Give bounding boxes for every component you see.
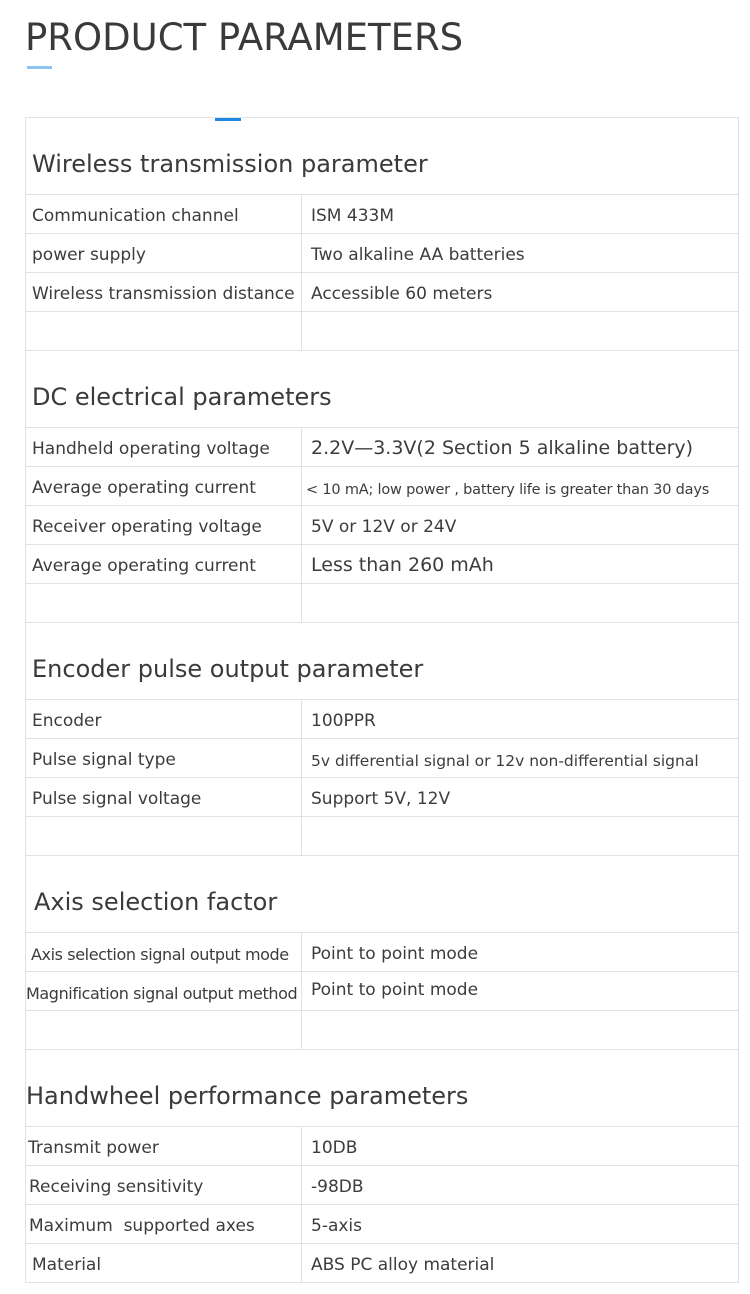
param-label: Pulse signal type: [32, 750, 176, 770]
table-row: [26, 778, 738, 817]
section-heading-wireless: [26, 118, 738, 195]
param-value: 2.2V—3.3V(2 Section 5 alkaline battery): [311, 437, 694, 459]
table-row: [26, 739, 738, 778]
param-label: Magnification signal output method: [26, 984, 298, 1003]
empty-label-cell: [26, 1011, 302, 1049]
param-label-cell: [26, 467, 302, 505]
table-row: [26, 273, 738, 312]
table-row: [26, 1244, 738, 1283]
param-value: 5-axis: [311, 1216, 363, 1236]
param-label-cell: [26, 428, 302, 466]
section-heading-text: Encoder pulse output parameter: [32, 655, 424, 683]
param-value: ABS PC alloy material: [311, 1255, 495, 1275]
param-value-cell: [302, 273, 738, 311]
param-value-cell: [302, 467, 738, 505]
table-row: [26, 506, 738, 545]
section-heading-text: Axis selection factor: [34, 888, 278, 916]
table-row: [26, 1205, 738, 1244]
empty-row: [26, 584, 738, 623]
param-label-cell: [26, 933, 302, 971]
param-value: 100PPR: [311, 711, 376, 731]
param-label-cell: [26, 778, 302, 816]
section-heading-text: DC electrical parameters: [32, 383, 332, 411]
param-label: Encoder: [32, 711, 102, 731]
param-value: Support 5V, 12V: [311, 789, 451, 809]
param-value-cell: [302, 428, 738, 466]
empty-label-cell: [26, 584, 302, 622]
param-value: ISM 433M: [311, 206, 394, 226]
param-label: Axis selection signal output mode: [31, 945, 289, 964]
param-value-cell: [302, 1244, 738, 1282]
parameter-table: [25, 117, 739, 1283]
param-value-cell: [302, 1127, 738, 1165]
table-row: [26, 467, 738, 506]
param-label: Handheld operating voltage: [32, 439, 270, 459]
empty-value-cell: [302, 1011, 738, 1049]
param-value-cell: [302, 545, 738, 583]
param-label: Transmit power: [28, 1138, 159, 1158]
table-accent-bar: [215, 118, 241, 121]
section-heading-text: Wireless transmission parameter: [32, 150, 428, 178]
param-label-cell: [26, 1205, 302, 1243]
table-row: [26, 933, 738, 972]
table-row: [26, 1166, 738, 1205]
param-label-cell: [26, 700, 302, 738]
section-heading-text: Handwheel performance parameters: [26, 1082, 469, 1110]
section-heading-handwheel: [26, 1050, 738, 1127]
param-label: Communication channel: [32, 206, 239, 226]
table-row: [26, 972, 738, 1011]
param-value-cell: [302, 778, 738, 816]
param-value-cell: [302, 1166, 738, 1204]
param-value-cell: [302, 234, 738, 272]
empty-label-cell: [26, 817, 302, 855]
param-label: Wireless transmission distance: [32, 284, 295, 304]
table-row: [26, 545, 738, 584]
table-row: [26, 428, 738, 467]
param-value-cell: [302, 972, 738, 1010]
param-label: Maximum supported axes: [29, 1216, 255, 1236]
param-value: Less than 260 mAh: [311, 554, 494, 576]
param-label-cell: [26, 972, 302, 1010]
section-heading-encoder: [26, 623, 738, 700]
param-value-cell: [302, 506, 738, 544]
page-title: PRODUCT PARAMETERS: [25, 16, 464, 59]
param-label-cell: [26, 1244, 302, 1282]
param-value: Point to point mode: [311, 944, 479, 964]
param-value: -98DB: [311, 1177, 364, 1197]
title-underline: [27, 66, 52, 69]
param-value: Point to point mode: [311, 980, 479, 1000]
param-label-cell: [26, 506, 302, 544]
param-value: Two alkaline AA batteries: [311, 245, 525, 265]
param-label-cell: [26, 739, 302, 777]
param-label-cell: [26, 195, 302, 233]
param-value: 5V or 12V or 24V: [311, 517, 457, 537]
param-value-cell: [302, 739, 738, 777]
empty-value-cell: [302, 312, 738, 350]
empty-label-cell: [26, 312, 302, 350]
param-label: power supply: [32, 245, 146, 265]
param-label: Average operating current: [32, 478, 256, 498]
param-label: Material: [32, 1255, 102, 1275]
param-label-cell: [26, 1166, 302, 1204]
empty-row: [26, 817, 738, 856]
param-value: Accessible 60 meters: [311, 284, 493, 304]
param-label-cell: [26, 1127, 302, 1165]
param-label: Receiver operating voltage: [32, 517, 262, 537]
param-value: < 10 mA; low power , battery life is greater than 30 days: [306, 482, 710, 498]
param-label-cell: [26, 545, 302, 583]
param-label-cell: [26, 273, 302, 311]
param-value-cell: [302, 195, 738, 233]
table-row: [26, 195, 738, 234]
section-heading-axis-selection: [26, 856, 738, 933]
param-label: Receiving sensitivity: [29, 1177, 204, 1197]
table-row: [26, 234, 738, 273]
param-value-cell: [302, 700, 738, 738]
param-label-cell: [26, 234, 302, 272]
empty-value-cell: [302, 584, 738, 622]
param-label: Pulse signal voltage: [32, 789, 202, 809]
param-value-cell: [302, 1205, 738, 1243]
param-value: 10DB: [311, 1138, 358, 1158]
empty-row: [26, 312, 738, 351]
param-value: 5v differential signal or 12v non-differential signal: [311, 752, 699, 770]
section-heading-dc-electrical: [26, 351, 738, 428]
empty-value-cell: [302, 817, 738, 855]
param-value-cell: [302, 933, 738, 971]
empty-row: [26, 1011, 738, 1050]
table-row: [26, 700, 738, 739]
table-row: [26, 1127, 738, 1166]
param-label: Average operating current: [32, 556, 256, 576]
